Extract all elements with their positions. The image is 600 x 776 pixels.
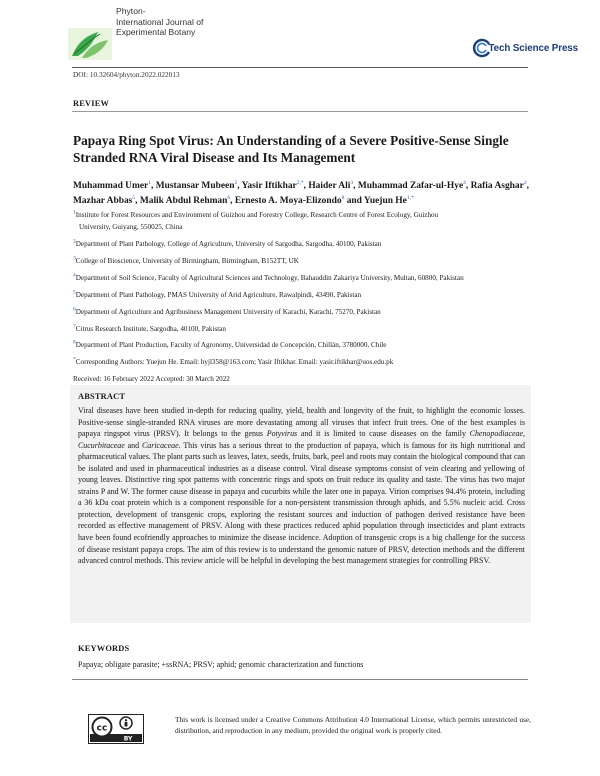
author-name: Haider Ali [308, 181, 351, 191]
author-name: Muhammad Umer [73, 181, 149, 191]
affiliation-continuation: University, Guiyang, 550025, China [79, 222, 183, 231]
affiliation-mark: 5 [73, 289, 76, 296]
cc-badge-label: BY [123, 735, 133, 743]
cc-by-license-icon[interactable] [88, 714, 144, 744]
author-name: Rafia Asghar [470, 181, 524, 191]
author-affiliation-mark: 5 [132, 194, 136, 201]
author-affiliation-mark: 1,* [406, 194, 414, 201]
keywords-rule [72, 679, 528, 680]
author-name: Yuejun He [363, 196, 407, 206]
author-affiliation-mark: 2 [523, 179, 527, 186]
affiliation-item: $^2$Department of Plant Pathology, College of Agriculture, University of Sargodha, Sargodha, 40100, Pakistan [73, 238, 382, 248]
author-affiliation-mark: 2 [234, 179, 238, 186]
affiliation-list [73, 210, 533, 391]
received-accepted-dates: Received: 16 February 2022 Accepted: 30 March 2022 [73, 375, 230, 384]
affiliation-mark: 8 [73, 340, 76, 347]
journal-name: Phyton- International Journal of Experimental Botany [116, 6, 204, 37]
author-affiliation-mark: 4 [463, 179, 466, 186]
affiliation-mark: 7 [73, 323, 76, 330]
author-name: Muhammad Zafar-ul-Hye [357, 181, 464, 191]
affiliation-item: $^5$Department of Plant Pathology, PMAS University of Arid Agriculture, Rawalpindi, 43490, Pakistan [73, 289, 362, 299]
affiliation-item: $^3$College of Bioscience, University of Birmingham, Birmingham, B152TT, UK [73, 255, 299, 265]
author-name: Mustansar Mubeen [155, 181, 235, 191]
affiliation-mark: 2 [73, 238, 76, 245]
author-name: Yasir Iftikhar [241, 181, 297, 191]
affiliation-item: $^4$Department of Soil Science, Faculty of Agricultural Sciences and Technology, Bahauddin Zakariya University, Multan, 60800, Pakistan [73, 272, 464, 282]
author-name: Malik Abdul Rehman [139, 196, 228, 206]
affiliation-item: $^6$Department of Agriculture and Agribusiness Management University of Karachi, Karachi, 75270, Pakistan [73, 306, 381, 316]
doi[interactable]: DOI: 10.32604/phyton.2022.022013 [73, 70, 180, 79]
abstract-heading: ABSTRACT [78, 392, 126, 401]
section-rule [72, 111, 528, 112]
author-name: Ernesto A. Moya-Elizondo [234, 196, 342, 206]
affiliation-mark: 1 [73, 209, 76, 216]
keywords-text: Papaya; obligate parasite; +ssRNA; PRSV; aphid; genomic characterization and functions [78, 660, 364, 669]
section-label: REVIEW [73, 99, 110, 108]
publisher-brand[interactable] [472, 38, 578, 58]
keywords-heading: KEYWORDS [78, 644, 130, 653]
publisher-name: Tech Science Press [488, 42, 578, 54]
affiliation-item: $^8$Department of Plant Production, Faculty of Agronomy, Universidad de Concepción, Chillán, 3780000, Chile [73, 340, 387, 350]
paper-title: Papaya Ring Spot Virus: An Understanding of a Severe Positive-Sense Single Stranded RNA Viral Disease and Its Management [73, 133, 509, 165]
affiliation-item: $^7$Citrus Research Institute, Sargodha, 40100, Pakistan [73, 323, 226, 333]
svg-text:cc: cc [96, 723, 108, 734]
header-rule [72, 67, 528, 68]
journal-logo [68, 28, 112, 60]
affiliation-mark: 6 [73, 306, 76, 313]
author-affiliation-mark: 8 [341, 194, 345, 201]
author-name: Mazhar Abbas [73, 196, 133, 206]
affiliation-item: $^1$Institute for Forest Resources and Environment of Guizhou and Forestry College, Research Centre of Forest Ecology, Guizhou University, Guiyang, 550025, China [73, 210, 533, 233]
affiliation-mark: * [73, 357, 76, 364]
affiliation-item: *Corresponding Authors: Yuejun He. Email: hyjl358@163.com; Yasir Iftikhar. Email: yasir.iftikhar@uos.edu.pk [73, 357, 394, 367]
author-affiliation-mark: 1 [148, 179, 151, 186]
author-affiliation-mark: 6 [227, 194, 231, 201]
license-text: This work is licensed under a Creative Commons Attribution 4.0 International License, which permits unrestricted use, distribution, and reproduction in any medium, provided the original work is properly cited. [175, 715, 531, 736]
author-list: Muhammad Umer$^1$, Mustansar Mubeen$^2$, Yasir Iftikhar$^{2,*}$, Haider Ali$^3$, Muhammad Zafar-ul-Hye$^4$, Rafia Asghar$^2$, Mazhar Abbas$^5$, Malik Abdul Rehman$^6$, Ernesto A. Moya-Elizondo$^8$ and Yuejun $He^{1,*}$ [73, 179, 529, 206]
abstract-text: Viral diseases have been studied in-depth for reducing quality, yield, health and longevity of the fruit, to highlight the economic losses. Positive-sense single-stranded RNA viruses are more devastating among all viruses that infect fruit trees. One of the best examples is papaya ringspot virus (PRSV). It belongs to the genus Potyvirus and it is limited to cause diseases on the family Chenopodiaceae, Cucurbitaceae and Caricaceae. This virus has a serious threat to the production of papaya, which is famous for its high nutritional and pharmaceutical values. The plant parts such as leaves, latex, seeds, fruits, bark, peel and roots may contain the biological compound that can be isolated and used in pharmaceutical industries as a disease control. Viral disease symptoms consist of vein clearing and yellowing of young leaves. Distinctive ring spot patterns with concentric rings and spots on fruit reduce its quality and taste. The virus has two major strains P and W. The former cause disease in papaya and cucurbits while the later one in papaya. Virion comprises 94.4% protein, including a 36 kDa coat protein which is a component responsible for a non-persistent transmission through aphids, and 5.5% nucleic acid. Cross protection, development of transgenic crops, exploring the resistant sources and induction of pathogen derived resistance have been recorded as effective management of PRSV. Along with these practices reduced aphid population through insecticides and plant extracts have been found ecofriendly approaches to minimize the disease incidence. Adoption of transgenic crops is a big challenge for the success of disease resistant papaya crops. The aim of this review is to understand the genomic nature of PRSV, detection methods and the different advanced control methods. This review article will be helpful in developing the best management strategies for controlling PRSV. [78, 406, 525, 566]
author-affiliation-mark: 2,* [296, 179, 304, 186]
author-affiliation-mark: 3 [350, 179, 354, 186]
affiliation-mark: 4 [73, 272, 76, 279]
affiliation-mark: 3 [73, 255, 76, 262]
